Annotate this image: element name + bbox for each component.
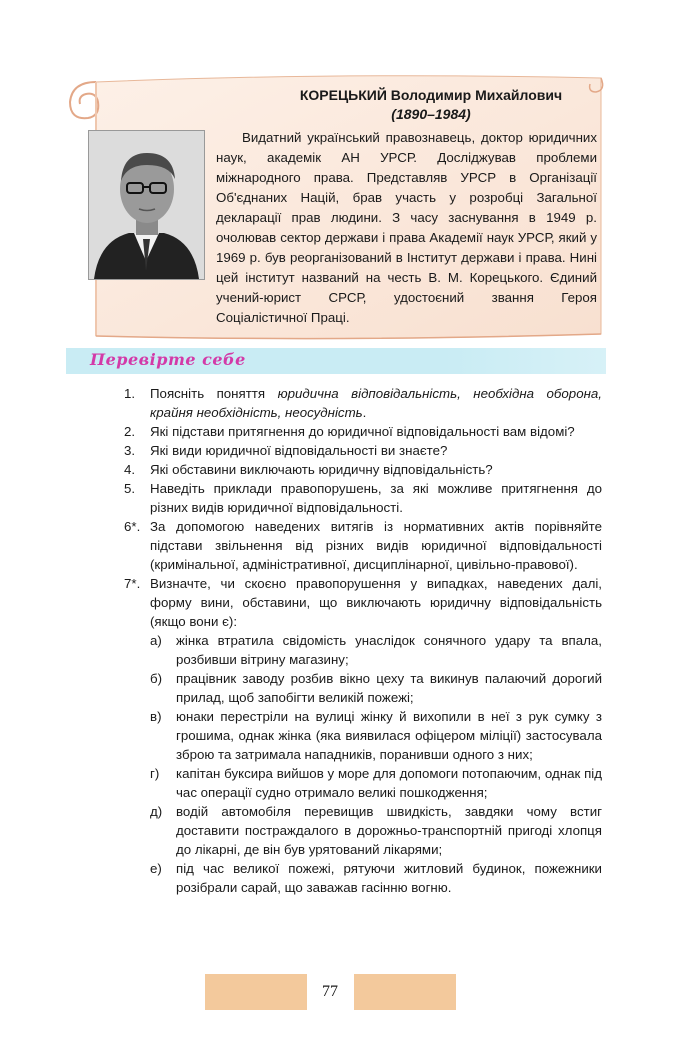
question-text: Які види юридичної відповідальності ви знаєте?	[150, 443, 448, 458]
subitem-text: працівник заводу розбив вікно цеху та викинув палаючий дорогий прилад, щоб запобігти великій пожежі;	[176, 671, 602, 705]
footer-block-right	[354, 974, 456, 1010]
question-number: 7*.	[124, 576, 141, 591]
subitem-list	[150, 631, 602, 897]
subitem-letter: а)	[150, 633, 162, 648]
bio-text: Видатний український правознавець, доктор юридичних наук, академік АН УРСР. Досліджував проблеми міжнародного права. Представляв УРСР в Організації Об'єднаних Націй, брав участь у розробці Загальної декларації прав людини. З часу заснування в 1949 р. очолював сектор держави і права Академії наук УРСР, який у 1969 р. був реорганізований в Інститут держави і права. Нині цей інститут названий на честь В. М. Корецького. Єдиний учений-юрист СРСР, удостоєний звання Героя Соціалістичної Праці.	[216, 130, 597, 325]
bio-years: (1890–1984)	[391, 106, 471, 122]
question-number: 5.	[124, 481, 136, 496]
footer-block-left	[205, 974, 307, 1010]
subitem-letter: е)	[150, 861, 162, 876]
subitem-text: під час великої пожежі, рятуючи житловий будинок, пожежники розібрали сарай, що заважав гасінню вогню.	[176, 861, 602, 895]
question-number: 4.	[124, 462, 136, 477]
question-text: Які обставини виключають юридичну відповідальність?	[150, 462, 493, 477]
question-item	[124, 460, 602, 479]
subitem	[150, 707, 602, 764]
question-text: Визначте, чи скоєно правопорушення у випадках, наведених далі, форму вини, обставини, що виключають юридичну відповідальність (якщо вони є):	[150, 576, 602, 629]
subitem-text: жінка втратила свідомість унаслідок сонячного удару та впала, розбивши вітрину магазину;	[176, 633, 602, 667]
page-number: 77	[322, 983, 338, 1000]
question-text: Які підстави притягнення до юридичної відповідальності вам відомі?	[150, 424, 575, 439]
subitem-letter: г)	[150, 766, 160, 781]
question-number: 1.	[124, 386, 136, 401]
bio-name: КОРЕЦЬКИЙ Володимир Михайлович	[299, 87, 563, 103]
question-item	[124, 574, 602, 897]
question-number: 6*.	[124, 519, 141, 534]
subitem	[150, 631, 602, 669]
question-item	[124, 517, 602, 574]
question-item	[124, 479, 602, 517]
subitem-letter: б)	[150, 671, 163, 686]
question-text-italic: юридична відповідальність, необхідна оборона, крайня необхідність, неосудність	[150, 386, 603, 420]
portrait-illustration	[89, 131, 204, 279]
portrait-photo	[88, 130, 205, 280]
question-text-plain: Поясніть поняття	[150, 386, 278, 401]
subitem-text: юнаки перестріли на вулиці жінку й вихопили в неї з рук сумку з грошима, однак жінка (яка виявилася офіцером міліції) застосувала зброю та затримала нападників, поранивши одного з них;	[176, 709, 602, 762]
question-text: За допомогою наведених витягів із нормативних актів порівняйте підстави звільнення від різних видів юридичної відповідальності (кримінальної, адміністративної, дисциплінарної, цивільно-правової).	[150, 519, 602, 572]
question-item	[124, 422, 602, 441]
question-list	[124, 384, 602, 897]
section-header-bar	[66, 348, 606, 374]
subitem-text: капітан буксира вийшов у море для допомоги потопаючим, однак під час операції судно отримало великі пошкодження;	[176, 766, 602, 800]
subitem	[150, 802, 602, 859]
question-item	[124, 384, 602, 422]
subitem	[150, 764, 602, 802]
question-item	[124, 441, 602, 460]
question-text: Наведіть приклади правопорушень, за які можливе притягнення до різних видів юридичної відповідальності.	[150, 481, 602, 515]
subitem-letter: в)	[150, 709, 162, 724]
subitem	[150, 859, 602, 897]
question-number: 2.	[124, 424, 136, 439]
subitem	[150, 669, 602, 707]
subitem-letter: д)	[150, 804, 163, 819]
subitem-text: водій автомобіля перевищив швидкість, завдяки чому встиг доставити постраждалого в дорожньо-транспортній пригоді хлопця до лікарні, де він був урятований лікарями;	[176, 804, 602, 857]
biography-scroll	[66, 72, 606, 342]
question-text	[150, 386, 602, 420]
section-title: Перевірте себе	[90, 350, 246, 369]
question-number: 3.	[124, 443, 136, 458]
question-text-end: .	[362, 405, 367, 420]
